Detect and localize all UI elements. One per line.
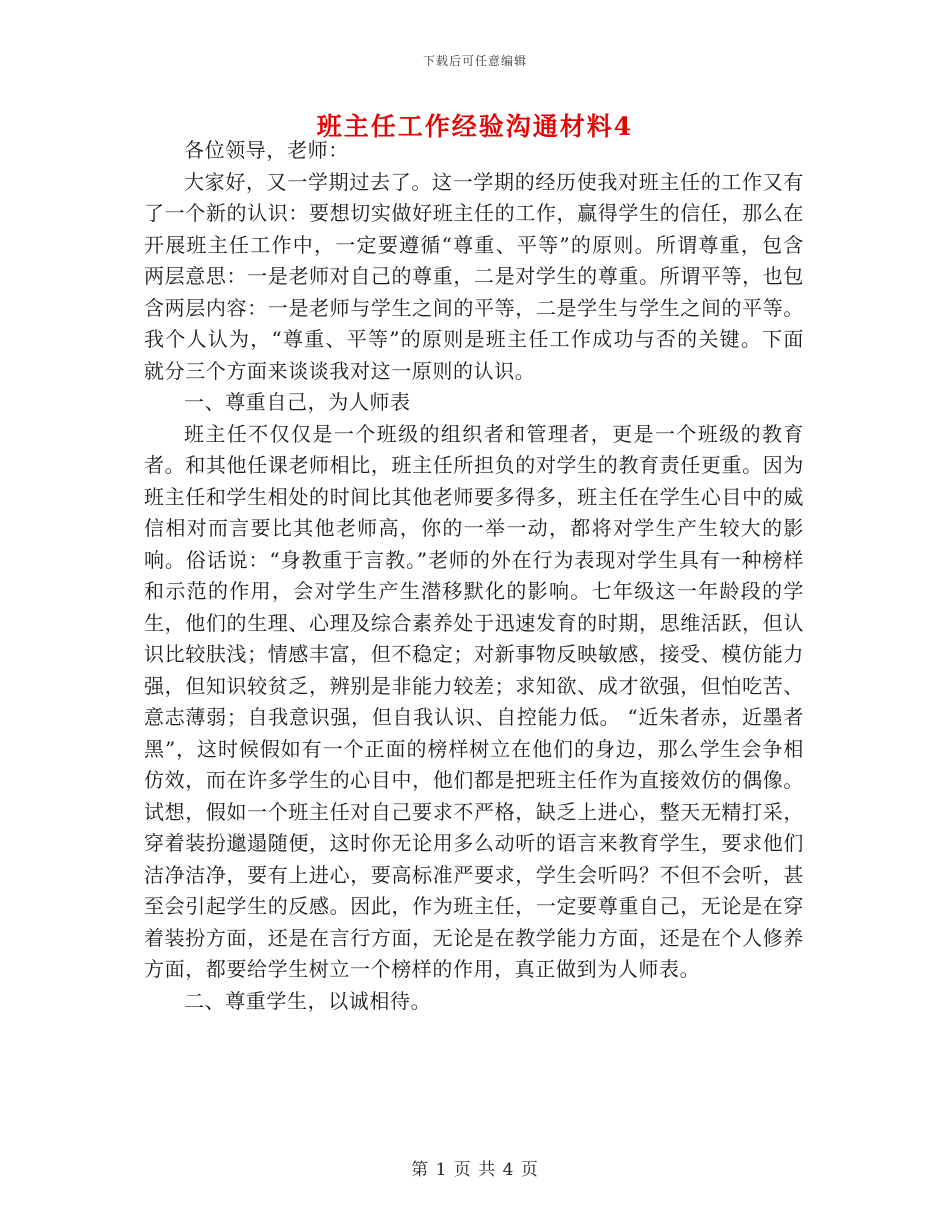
header-note: 下载后可任意编辑 <box>422 54 527 68</box>
section-heading-2: 二、尊重学生，以诚相待。 <box>184 988 432 1013</box>
salutation-paragraph: 各位领导，老师： <box>184 138 349 162</box>
section-heading-1: 一、尊重自己，为人师表 <box>184 390 411 414</box>
document-body <box>144 135 804 1017</box>
section-1-paragraph: 班主任不仅仅是一个班级的组织者和管理者，更是一个班级的教育者。和其他任课老师相比，班主任所担负的对学生的教育责任更重。因为班主任和学生相处的时间比其他老师要多得多，班主任在学生心目中的威信相对而言要比其他老师高，你的一举一动，都将对学生产生较大的影响。俗话说：“身教重于言教。”老师的外在行为表现对学生具有一种榜样和示范的作用，会对学生产生潜移默化的影响。七年级这一年龄段的学生，他们的生理、心理及综合素养处于迅速发育的时期，思维活跃，但认识比较肤浅；情感丰富，但不稳定；对新事物反映敏感，接受、模仿能力强，但知识较贫乏，辨别是非能力较差；求知欲、成才欲强，但怕吃苦、意志薄弱；自我意识强，但自我认识、自控能力低。 “近朱者赤，近墨者黑”，这时候假如有一个正面的榜样树立在他们的身边，那么学生会争相仿效，而在许多学生的心目中，他们都是把班主任作为直接效仿的偶像。试想，假如一个班主任对自己要求不严格，缺乏上进心，整天无精打采，穿着装扮邋遢随便，这时你无论用多么动听的语言来教育学生，要求他们洁净洁净，要有上进心，要高标准严要求，学生会听吗？不但不会听，甚至会引起学生的反感。因此，作为班主任，一定要尊重自己，无论是在穿着装扮方面，还是在言行方面，无论是在教学能力方面，还是在个人修养方面，都要给学生树立一个榜样的作用，真正做到为人师表。 <box>144 421 804 981</box>
page-number-footer: 第 1 页 共 4 页 <box>411 1160 539 1180</box>
document-title: 班主任工作经验沟通材料4 <box>316 112 634 141</box>
intro-paragraph: 大家好，又一学期过去了。这一学期的经历使我对班主任的工作又有了一个新的认识：要想切实做好班主任的工作，赢得学生的信任，那么在开展班主任工作中，一定要遵循“尊重、平等”的原则。所谓尊重，包含两层意思：一是老师对自己的尊重，二是对学生的尊重。所谓平等，也包含两层内容：一是老师与学生之间的平等，二是学生与学生之间的平等。我个人认为，“尊重、平等”的原则是班主任工作成功与否的关键。下面就分三个方面来谈谈我对这一原则的认识。 <box>144 169 804 383</box>
